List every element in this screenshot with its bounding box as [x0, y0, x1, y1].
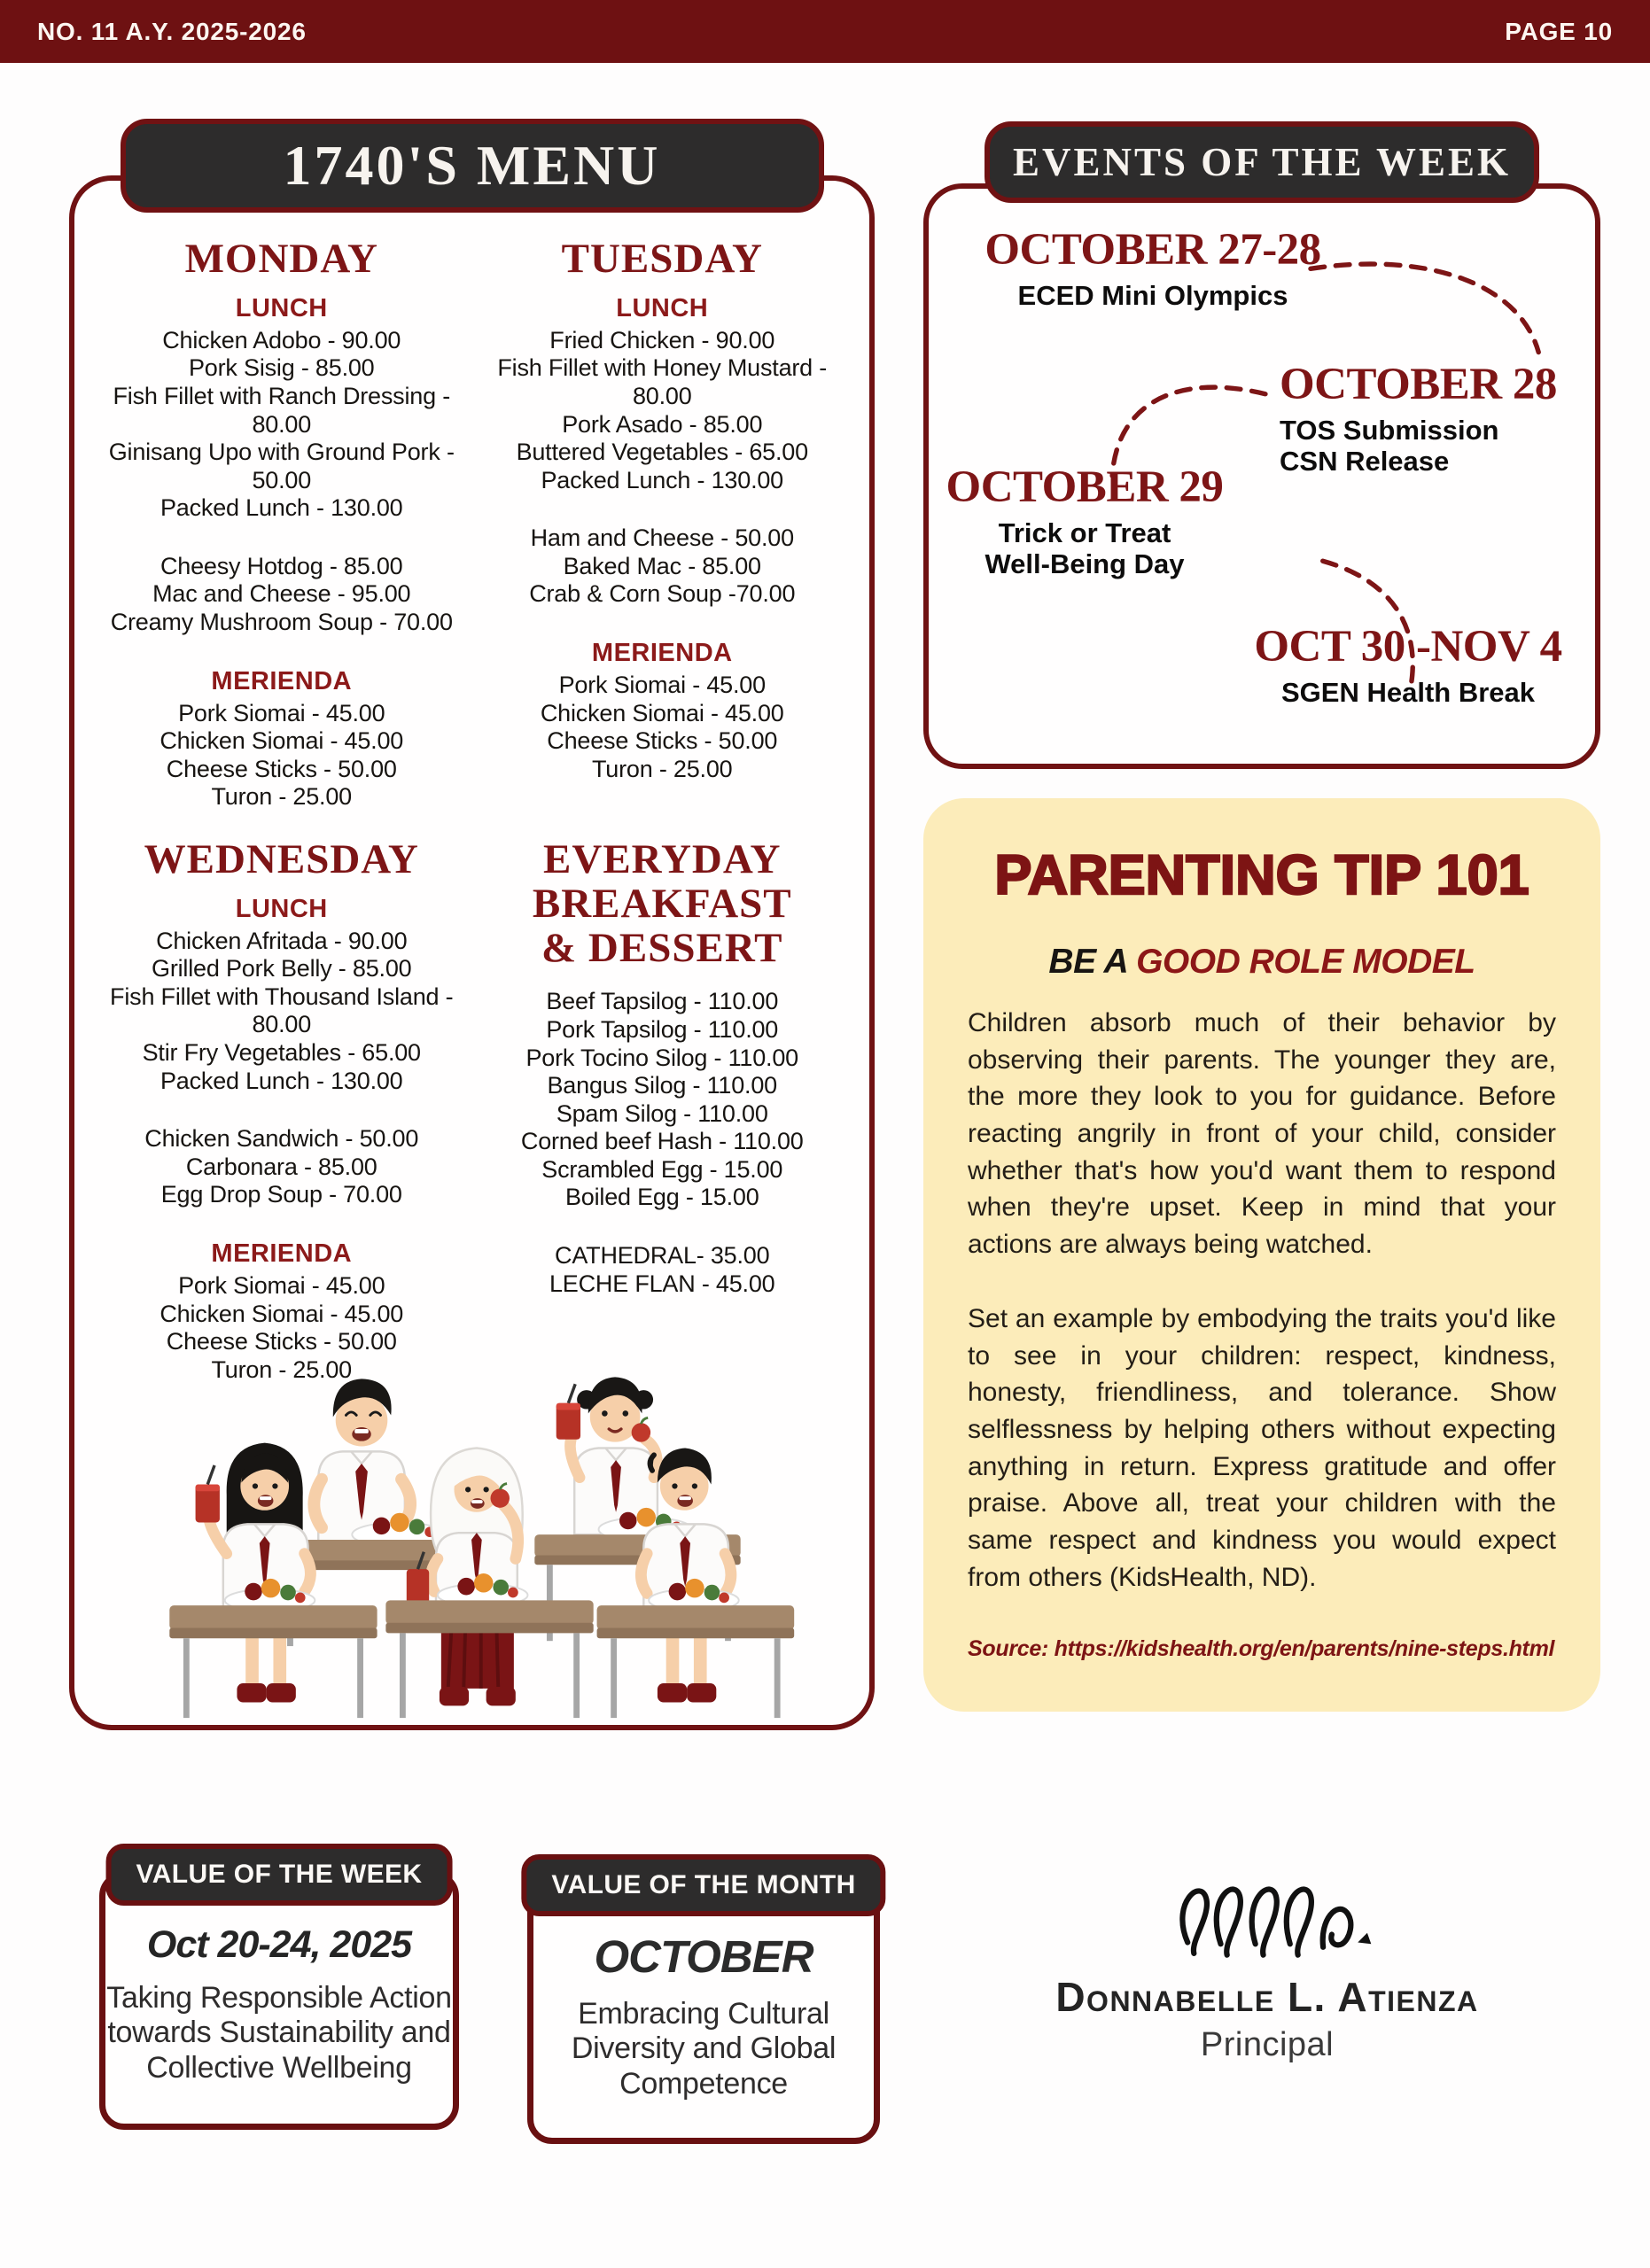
menu-item: Bangus Silog - 110.00	[547, 1072, 777, 1099]
menu-item-group	[97, 928, 466, 1095]
signature-block	[975, 1868, 1560, 2064]
event-description	[1280, 415, 1581, 477]
menu-item: Pork Siomai - 45.00	[178, 699, 385, 726]
menu-item: Grilled Pork Belly - 85.00	[152, 955, 412, 983]
menu-day-monday	[97, 237, 466, 812]
menu-item-group	[97, 327, 466, 523]
event-oct-30-nov-4	[1226, 622, 1590, 708]
menu-item: Beef Tapsilog - 110.00	[546, 988, 779, 1015]
event-oct-28	[1280, 362, 1581, 477]
menu-item: Cheesy Hotdog - 85.00	[160, 552, 403, 579]
menu-item: Boiled Egg - 15.00	[564, 1184, 759, 1211]
value-month-name: OCTOBER	[594, 1931, 813, 1982]
menu-item-group	[479, 672, 847, 783]
menu-item-group	[97, 700, 466, 812]
menu-item: Mac and Cheese - 95.00	[152, 580, 411, 608]
menu-item: Crab & Corn Soup -70.00	[529, 580, 796, 608]
events-panel	[923, 140, 1600, 769]
parenting-tip-title: PARENTING TIP 101	[994, 844, 1529, 906]
menu-item: Chicken Adobo - 90.00	[162, 326, 401, 353]
menu-item: Chicken Siomai - 45.00	[160, 727, 404, 755]
menu-day-wednesday	[97, 835, 466, 1384]
menu-item: Cheese Sticks - 50.00	[166, 1328, 397, 1355]
menu-item: Pork Siomai - 45.00	[558, 672, 766, 699]
tip-paragraph-1: Children absorb much of their behavior by observing their parents. The younger they are, the more they look to you for guidance. Before reacting angrily in front of your child, consider whether that's how you'd want them to respond when they're upset. Keep in mind that your actions are always being watched.	[968, 1008, 1556, 1260]
everyday-title-line: & DESSERT	[541, 924, 783, 971]
event-description	[934, 517, 1235, 579]
value-week-title: VALUE OF THE WEEK	[106, 1844, 453, 1906]
menu-item: Egg Drop Soup - 70.00	[160, 1181, 402, 1208]
menu-item: CATHEDRAL- 35.00	[555, 1241, 770, 1269]
menu-item-group	[479, 1242, 847, 1298]
students-eating-illustration	[144, 1356, 801, 1721]
parenting-tip-panel	[923, 798, 1600, 1712]
menu-item: Packed Lunch - 130.00	[541, 466, 783, 493]
menu-everyday-breakfast-dessert	[479, 835, 847, 1384]
everyday-title	[479, 835, 847, 971]
page-number: PAGE 10	[1505, 17, 1613, 45]
menu-item: Buttered Vegetables - 65.00	[516, 439, 808, 466]
event-date: OCTOBER 28	[1280, 360, 1557, 409]
menu-item: Chicken Siomai - 45.00	[540, 699, 784, 726]
menu-item: Pork Tapsilog - 110.00	[546, 1015, 779, 1043]
section-label-lunch: LUNCH	[235, 293, 328, 322]
event-description	[1226, 677, 1590, 708]
day-heading: MONDAY	[184, 236, 378, 282]
value-month-title: VALUE OF THE MONTH	[521, 1854, 885, 1916]
menu-item: Ginisang Upo with Ground Pork - 50.00	[108, 439, 455, 493]
menu-item: Cheese Sticks - 50.00	[166, 755, 397, 782]
menu-item: Chicken Sandwich - 50.00	[144, 1125, 419, 1153]
menu-item-group	[97, 1125, 466, 1209]
menu-title: 1740'S MENU	[121, 119, 824, 213]
menu-item: Ham and Cheese - 50.00	[530, 524, 794, 552]
menu-item-group	[479, 327, 847, 494]
section-label-lunch: LUNCH	[235, 894, 328, 923]
subtitle-prefix: BE A	[1048, 943, 1127, 981]
menu-item: Chicken Afritada - 90.00	[156, 927, 408, 954]
event-oct-29	[934, 462, 1235, 580]
event-date: OCTOBER 29	[946, 462, 1224, 512]
menu-item: Cheese Sticks - 50.00	[547, 727, 778, 755]
principal-role: Principal	[1200, 2026, 1335, 2063]
menu-item: Packed Lunch - 130.00	[160, 494, 403, 522]
event-date: OCT 30 -NOV 4	[1254, 622, 1562, 672]
day-heading: TUESDAY	[561, 236, 763, 282]
event-oct-27-28	[953, 225, 1352, 311]
event-line: CSN Release	[1280, 446, 1450, 478]
issue-label: NO. 11 A.Y. 2025-2026	[37, 17, 307, 45]
menu-panel	[69, 134, 875, 1730]
menu-item: Stir Fry Vegetables - 65.00	[142, 1039, 421, 1067]
parenting-tip-subtitle	[968, 943, 1556, 982]
value-of-the-month-box	[527, 1870, 880, 2144]
menu-item: Scrambled Egg - 15.00	[541, 1155, 783, 1183]
menu-item: Chicken Siomai - 45.00	[160, 1300, 404, 1327]
subtitle-highlight: GOOD ROLE MODEL	[1136, 943, 1475, 981]
menu-item: Fish Fillet with Thousand Island - 80.00	[110, 983, 454, 1038]
menu-item-group	[479, 988, 847, 1212]
menu-item: Pork Siomai - 45.00	[178, 1271, 385, 1299]
tip-paragraph-2: Set an example by embodying the traits you'd like to see in your children: respect, kindness, honesty, friendliness, and tolerance. Show selflessness by helping others without expecting anything in return. Express gratitude and offer praise. Above all, treat your children with the same respect and kindness you would expect from others (KidsHealth, ND).	[968, 1303, 1556, 1592]
menu-item: Fish Fillet with Honey Mustard - 80.00	[497, 354, 828, 409]
everyday-title-line: EVERYDAY	[543, 835, 782, 882]
source-link[interactable]: Source: https://kidshealth.org/en/parents/nine-steps.html	[968, 1636, 1555, 1662]
event-date: OCTOBER 27-28	[985, 225, 1321, 275]
event-line: Trick or Treat	[998, 517, 1171, 548]
menu-item: Turon - 25.00	[211, 783, 352, 811]
event-description	[953, 280, 1352, 311]
menu-item: Pork Tocino Silog - 110.00	[525, 1044, 798, 1071]
everyday-title-line: BREAKFAST	[532, 880, 792, 927]
menu-item: Turon - 25.00	[211, 1355, 352, 1383]
section-label-merienda: MERIENDA	[211, 1239, 353, 1268]
principal-name: Donnabelle L. Atienza	[1055, 1974, 1479, 2020]
menu-day-tuesday	[479, 237, 847, 812]
menu-item-group	[479, 524, 847, 609]
value-of-the-week-box	[99, 1860, 459, 2130]
menu-item: Pork Asado - 85.00	[562, 410, 763, 438]
menu-item: Pork Sisig - 85.00	[189, 354, 375, 382]
section-label-merienda: MERIENDA	[211, 666, 353, 695]
event-line: SGEN Health Break	[1281, 677, 1535, 708]
menu-item: Spam Silog - 110.00	[556, 1099, 768, 1127]
menu-item: LECHE FLAN - 45.00	[549, 1270, 775, 1297]
top-bar	[0, 0, 1650, 63]
student-front-left-girl	[195, 1443, 310, 1703]
menu-item: Baked Mac - 85.00	[563, 552, 761, 579]
menu-item-group	[97, 553, 466, 637]
menu-grid	[74, 181, 869, 1384]
value-month-text: Embracing Cultural Diversity and Global Competence	[571, 1997, 837, 2101]
menu-item: Carbonara - 85.00	[185, 1153, 377, 1180]
menu-item: Creamy Mushroom Soup - 70.00	[110, 609, 453, 636]
menu-item: Turon - 25.00	[592, 755, 733, 782]
event-line: ECED Mini Olympics	[1017, 280, 1288, 311]
signature-scribble	[1161, 1868, 1374, 1967]
menu-item: Fried Chicken - 90.00	[549, 326, 775, 353]
event-line: TOS Submission	[1280, 415, 1499, 446]
menu-item: Corned beef Hash - 110.00	[520, 1128, 804, 1155]
menu-item: Packed Lunch - 130.00	[160, 1067, 403, 1094]
event-line: Well-Being Day	[985, 548, 1185, 580]
day-heading: WEDNESDAY	[144, 835, 419, 882]
section-label-merienda: MERIENDA	[591, 639, 733, 668]
events-title: EVENTS OF THE WEEK	[985, 121, 1539, 203]
value-week-text: Taking Responsible Action towards Sustainability and Collective Wellbeing	[106, 1981, 452, 2085]
menu-item: Fish Fillet with Ranch Dressing - 80.00	[113, 382, 450, 438]
section-label-lunch: LUNCH	[616, 293, 709, 322]
value-week-date: Oct 20-24, 2025	[146, 1923, 412, 1966]
